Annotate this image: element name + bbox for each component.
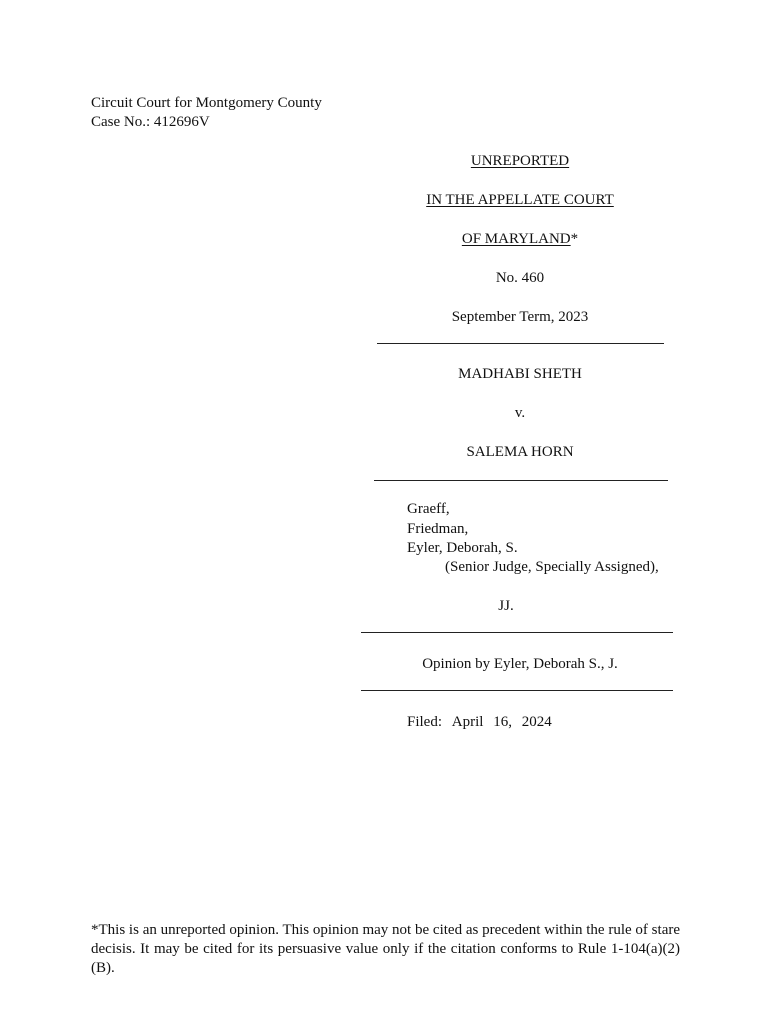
appellate-court-line-2 xyxy=(360,230,680,249)
docket-number: No. 460 xyxy=(495,270,545,286)
appellee-name: SALEMA HORN xyxy=(466,444,574,460)
unreported-label: UNREPORTED xyxy=(470,153,570,169)
filed-label: Filed: xyxy=(407,714,443,730)
judge-designation-note: (Senior Judge, Specially Assigned), xyxy=(445,559,659,575)
divider-rule xyxy=(374,480,668,481)
judge-name: Graeff, xyxy=(407,501,450,517)
judge-name: Eyler, Deborah, S. xyxy=(407,540,518,556)
divider-rule xyxy=(377,343,664,344)
filed-month: April xyxy=(451,714,484,730)
appellate-court-line-1 xyxy=(360,191,680,210)
judge-name: Friedman, xyxy=(407,521,469,537)
lower-court-name: Circuit Court for Montgomery County xyxy=(91,95,322,111)
court-name-line-2: OF MARYLAND xyxy=(461,231,571,247)
footnote-marker: * xyxy=(570,231,579,247)
case-number: Case No.: 412696V xyxy=(91,114,210,130)
divider-rule xyxy=(361,632,673,633)
opinion-author: Opinion by Eyler, Deborah S., J. xyxy=(422,656,618,672)
unreported-opinion-footnote: *This is an unreported opinion. This opinion may not be cited as precedent within the rule of stare decisis. It may be cited for its persuasive value only if the citation conforms to Rule 1-104(a)(2)(B). xyxy=(91,922,680,976)
unreported-heading xyxy=(360,152,680,171)
justices-suffix: JJ. xyxy=(498,598,514,614)
court-name-line-1: IN THE APPELLATE COURT xyxy=(426,192,614,208)
court-term: September Term, 2023 xyxy=(451,309,589,325)
filed-day: 16, xyxy=(493,714,512,730)
divider-rule xyxy=(361,690,673,691)
filed-date xyxy=(407,713,552,732)
appellant-name: MADHABI SHETH xyxy=(458,366,582,382)
filed-year: 2024 xyxy=(521,714,552,730)
versus-label: v. xyxy=(514,405,526,421)
